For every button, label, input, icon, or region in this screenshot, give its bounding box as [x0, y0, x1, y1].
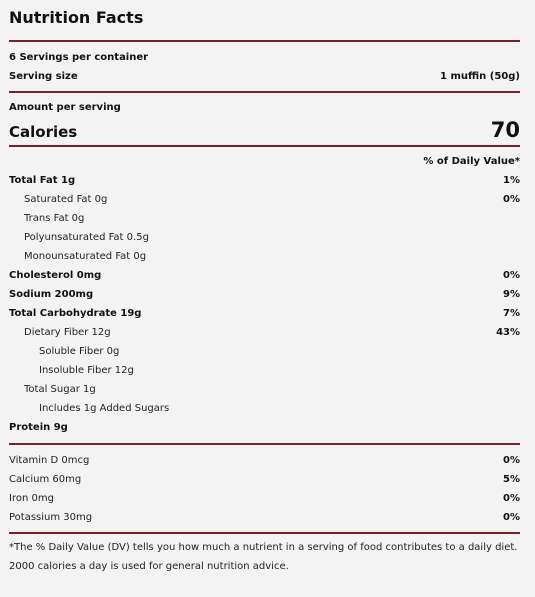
nutrient-row [9, 418, 520, 437]
vitamin-dv: 5% [503, 474, 520, 485]
amount-per-serving-label: Amount per serving [9, 102, 121, 113]
serving-size-label: Serving size [9, 71, 78, 82]
nutrient-label: Monounsaturated Fat 0g [24, 251, 147, 262]
nutrient-dv: 43% [496, 327, 520, 338]
nutrient-label: Protein 9g [9, 422, 68, 433]
vitamin-dv: 0% [503, 493, 520, 504]
vitamin-dv: 0% [503, 512, 520, 523]
daily-value-footnote [9, 534, 520, 576]
servings-per-container [9, 48, 520, 67]
nutrient-label: Insoluble Fiber 12g [39, 365, 134, 376]
nutrient-dv: 1% [503, 175, 520, 186]
calories-value: 70 [490, 118, 520, 142]
daily-value-header: % of Daily Value* [423, 156, 520, 167]
nutrient-label: Sodium 200mg [9, 289, 94, 300]
nutrient-label: Trans Fat 0g [24, 213, 85, 224]
nutrient-label: Total Carbohydrate 19g [9, 308, 142, 319]
nutrient-row [9, 323, 520, 342]
serving-size-value: 1 muffin (50g) [440, 71, 520, 82]
servings-per-container-label: 6 Servings per container [9, 52, 149, 63]
nutrient-row [9, 285, 520, 304]
nutrient-row [9, 342, 520, 361]
vitamin-row [9, 489, 520, 508]
vitamin-row [9, 470, 520, 489]
nutrient-dv: 0% [503, 194, 520, 205]
nutrient-row [9, 266, 520, 285]
nutrient-label: Polyunsaturated Fat 0.5g [24, 232, 149, 243]
nutrient-row [9, 190, 520, 209]
amount-per-serving [9, 98, 520, 117]
vitamin-dv: 0% [503, 455, 520, 466]
nutrient-label: Dietary Fiber 12g [24, 327, 111, 338]
serving-size-row [9, 67, 520, 86]
vitamin-row [9, 508, 520, 527]
nutrient-row [9, 304, 520, 323]
footnote-line: 2000 calories a day is used for general nutrition advice. [9, 561, 289, 572]
vitamin-label: Calcium 60mg [9, 474, 82, 485]
nutrient-row [9, 171, 520, 190]
nutrient-label: Total Sugar 1g [24, 384, 96, 395]
nutrient-row [9, 228, 520, 247]
calories-label: Calories [9, 123, 78, 141]
nutrient-dv: 7% [503, 308, 520, 319]
nutrient-row [9, 247, 520, 266]
nutrient-row [9, 209, 520, 228]
nutrient-dv: 0% [503, 270, 520, 281]
nutrient-label: Soluble Fiber 0g [39, 346, 120, 357]
nutrient-label: Includes 1g Added Sugars [39, 403, 170, 414]
calories-row [9, 117, 520, 145]
vitamin-row [9, 451, 520, 470]
nutrient-dv: 9% [503, 289, 520, 300]
page-title: Nutrition Facts [9, 8, 144, 27]
nutrient-label: Cholesterol 0mg [9, 270, 102, 281]
nutrient-row [9, 380, 520, 399]
nutrient-label: Saturated Fat 0g [24, 194, 108, 205]
vitamin-label: Vitamin D 0mcg [9, 455, 90, 466]
nutrient-row [9, 399, 520, 418]
nutrient-label: Total Fat 1g [9, 175, 76, 186]
nutrient-row [9, 361, 520, 380]
footnote-line: *The % Daily Value (DV) tells you how much a nutrient in a serving of food contributes to a daily diet. [9, 542, 518, 553]
vitamin-label: Iron 0mg [9, 493, 54, 504]
vitamin-label: Potassium 30mg [9, 512, 93, 523]
